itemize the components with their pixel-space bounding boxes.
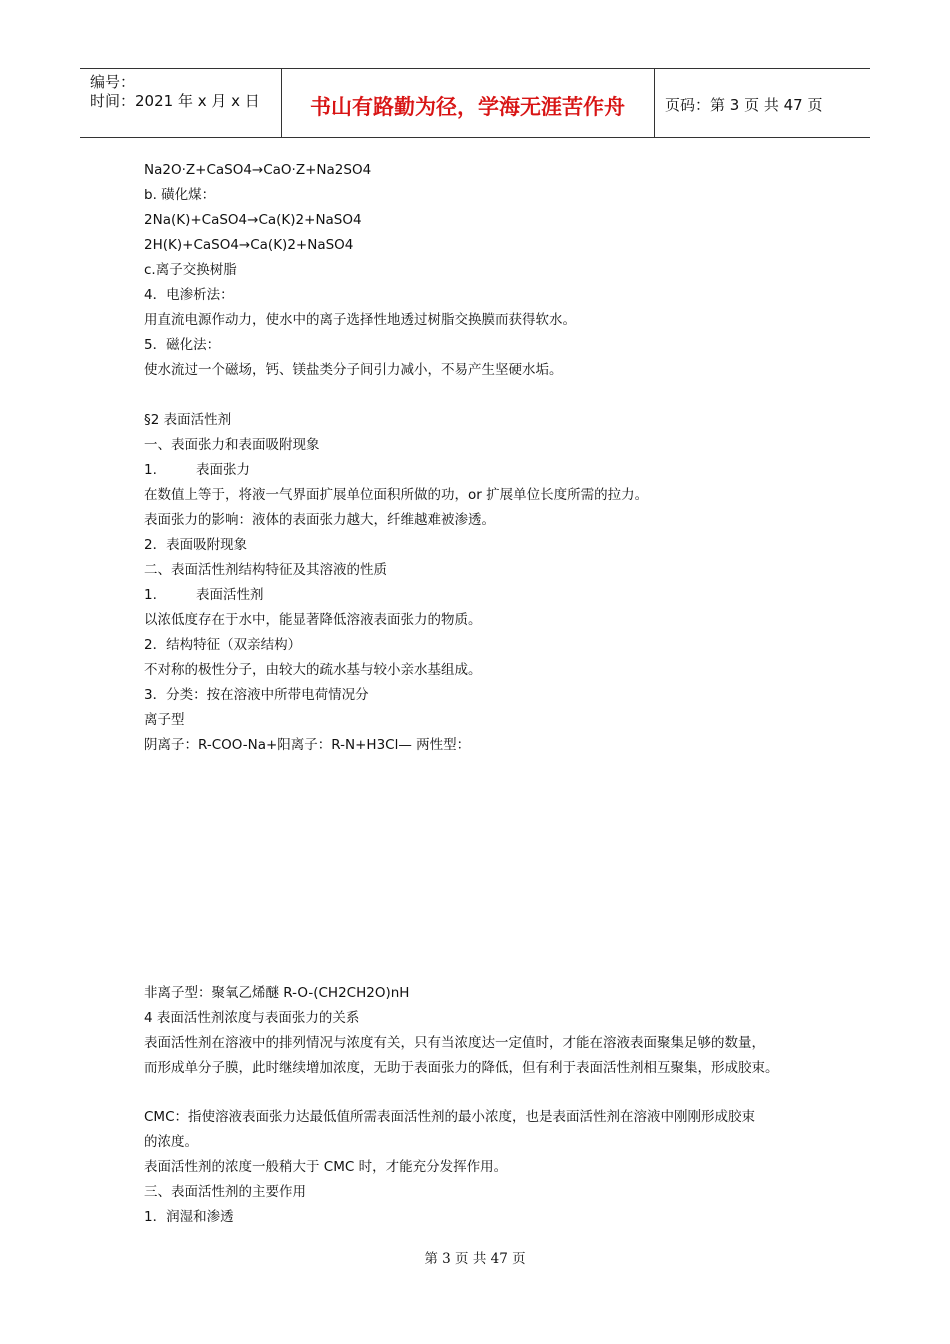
- text-line: 非离子型：聚氧乙烯醚 R-O-(CH2CH2O)nH: [144, 985, 410, 1001]
- section-heading: 5．磁化法：: [144, 337, 221, 353]
- section-heading: 2．表面吸附现象: [144, 537, 248, 553]
- text-line: 而形成单分子膜，此时继续增加浓度，无助于表面张力的降低，但有利于表面活性剂相互聚集，形成胶束。: [144, 1060, 779, 1076]
- section-heading: 2．结构特征（双亲结构）: [144, 637, 302, 653]
- text-line: c.离子交换树脂: [144, 262, 237, 278]
- text-line: 的浓度。: [144, 1134, 198, 1150]
- text-line: CMC：指使溶液表面张力达最低值所需表面活性剂的最小浓度，也是表面活性剂在溶液中刚刚形成胶束: [144, 1109, 755, 1125]
- text-line: 表面张力的影响：液体的表面张力越大，纤维越难被渗透。: [144, 512, 495, 528]
- text-line: 在数值上等于，将液一气界面扩展单位面积所做的功，or 扩展单位长度所需的拉力。: [144, 487, 649, 503]
- text-line: 阴离子：R-COO-Na+阳离子：R-N+H3Cl— 两性型：: [144, 737, 471, 753]
- page-header: [80, 68, 870, 138]
- section-heading: 二、表面活性剂结构特征及其溶液的性质: [144, 562, 387, 578]
- text-line: 2H(K)+CaSO4→Ca(K)2+NaSO4: [144, 237, 354, 253]
- header-page-cell: [655, 69, 870, 137]
- header-info-cell: [80, 69, 282, 137]
- item-number: 1.: [144, 587, 157, 603]
- section-heading: 一、表面张力和表面吸附现象: [144, 437, 320, 453]
- text-line: 2Na(K)+CaSO4→Ca(K)2+NaSO4: [144, 212, 362, 228]
- text-line: 以浓低度存在于水中，能显著降低溶液表面张力的物质。: [144, 612, 482, 628]
- page-footer: 第 3 页 共 47 页: [424, 1251, 526, 1267]
- item-title: 表面活性剂: [196, 587, 264, 603]
- document-number-label: 编号：: [90, 73, 136, 91]
- item-number: 1.: [144, 462, 157, 478]
- item-title: 表面张力: [196, 462, 250, 478]
- motto-text: 书山有路勤为径，学海无涯苦作舟: [310, 95, 625, 119]
- numbered-item: [144, 461, 250, 479]
- text-line: 表面活性剂的浓度一般稍大于 CMC 时，才能充分发挥作用。: [144, 1159, 508, 1175]
- section-heading: 三、表面活性剂的主要作用: [144, 1184, 306, 1200]
- section-heading: 3．分类：按在溶液中所带电荷情况分: [144, 687, 369, 703]
- section-heading: 4 表面活性剂浓度与表面张力的关系: [144, 1010, 360, 1026]
- text-line: 表面活性剂在溶液中的排列情况与浓度有关，只有当浓度达一定值时，才能在溶液表面聚集足够的数量，: [144, 1035, 765, 1051]
- text-line: 使水流过一个磁场，钙、镁盐类分子间引力减小，不易产生坚硬水垢。: [144, 362, 563, 378]
- text-line: 不对称的极性分子，由较大的疏水基与较小亲水基组成。: [144, 662, 482, 678]
- chapter-heading: §2 表面活性剂: [144, 412, 232, 428]
- text-line: b. 磺化煤：: [144, 187, 216, 203]
- text-line: 离子型: [144, 712, 185, 728]
- header-motto-cell: [281, 69, 655, 137]
- text-line: 用直流电源作动力，使水中的离子选择性地透过树脂交换膜而获得软水。: [144, 312, 576, 328]
- header-page-number: 页码：第 3 页 共 47 页: [665, 96, 823, 114]
- section-heading: 4．电渗析法：: [144, 287, 234, 303]
- section-heading: 1．润湿和渗透: [144, 1209, 234, 1225]
- numbered-item: [144, 586, 264, 604]
- document-date: 时间：2021 年 x 月 x 日: [90, 92, 260, 110]
- text-line: Na2O·Z+CaSO4→CaO·Z+Na2SO4: [144, 162, 372, 178]
